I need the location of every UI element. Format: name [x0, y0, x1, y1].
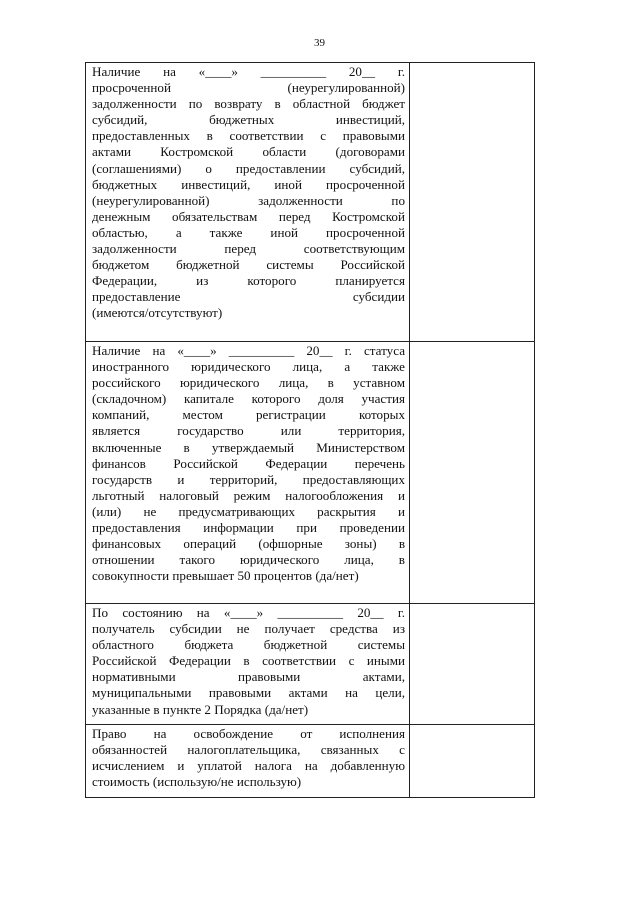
text-line: (складочном) капитале которого доля участия	[92, 391, 405, 407]
text-line: муниципальными правовыми актами на цели,	[92, 685, 405, 701]
text-line: областью, а также иной просроченной	[92, 224, 405, 240]
text-line: (имеются/отсутствуют)	[92, 305, 223, 321]
text-line: льготный налоговый режим налогообложения и	[92, 487, 405, 503]
row-3-value[interactable]	[410, 604, 535, 725]
text-line: включенные в утверждаемый Министерством	[92, 439, 405, 455]
text-line: получатель субсидии не получает средства из	[92, 621, 405, 637]
text-line: По состоянию на «____» __________ 20__ г.	[92, 605, 405, 620]
row-2-value[interactable]	[410, 342, 535, 604]
page-number: 39	[314, 37, 325, 49]
text-line: субсидий, бюджетных инвестиций,	[92, 112, 405, 128]
row-4-text	[86, 725, 410, 798]
text-line: финансов Российской Федерации перечень	[92, 455, 405, 471]
table-row	[86, 342, 535, 604]
text-line: обязанностей налогоплательщика, связанных с	[92, 742, 405, 758]
table-row	[86, 604, 535, 725]
text-line: задолженности по возврату в областной бюджет	[92, 96, 405, 112]
table-row	[86, 63, 535, 342]
text-line: Наличие на «____» __________ 20__ г. статуса	[92, 343, 405, 358]
text-line: Право на освобождение от исполнения	[92, 726, 405, 741]
text-line: компаний, местом регистрации которых	[92, 407, 405, 423]
text-line: Наличие на «____» __________ 20__ г.	[92, 64, 405, 79]
text-line: исчислением и уплатой налога на добавленную	[92, 758, 405, 774]
text-line: государств и территорий, предоставляющих	[92, 471, 405, 487]
row-1-value[interactable]	[410, 63, 535, 342]
text-line: просроченной (неурегулированной)	[92, 80, 405, 96]
form-table-body	[86, 63, 535, 798]
text-line: Российской Федерации в соответствии с иными	[92, 653, 405, 669]
form-table	[85, 62, 535, 798]
text-line: предоставление субсидии	[92, 289, 405, 305]
text-line: российского юридического лица, в уставном	[92, 375, 405, 391]
table-row	[86, 725, 535, 798]
row-4-value[interactable]	[410, 725, 535, 798]
text-line: указанные в пункте 2 Порядка (да/нет)	[92, 701, 309, 717]
text-line: бюджетом бюджетной системы Российской	[92, 257, 405, 273]
row-2-text	[86, 342, 410, 604]
text-line: (или) не предусматривающих раскрытия и	[92, 503, 405, 519]
row-1-text	[86, 63, 410, 342]
text-line: задолженности перед соответствующим	[92, 241, 405, 257]
text-line: (соглашениями) о предоставлении субсидий,	[92, 160, 405, 176]
text-line: (неурегулированной) задолженности по	[92, 192, 405, 208]
text-line: отношении такого юридического лица, в	[92, 552, 405, 568]
row-3-text	[86, 604, 410, 725]
text-line: предоставленных в соответствии с правовыми	[92, 128, 405, 144]
text-line: иностранного юридического лица, а также	[92, 359, 405, 375]
text-line: нормативными правовыми актами,	[92, 669, 405, 685]
text-line: совокупности превышает 50 процентов (да/нет)	[92, 568, 359, 584]
text-line: Федерации, из которого планируется	[92, 273, 405, 289]
text-line: денежным обязательствам перед Костромской	[92, 208, 405, 224]
text-line: предоставления информации при проведении	[92, 520, 405, 536]
text-line: финансовых операций (офшорные зоны) в	[92, 536, 405, 552]
text-line: стоимость (использую/не использую)	[92, 774, 302, 790]
text-line: актами Костромской области (договорами	[92, 144, 405, 160]
text-line: является государство или территория,	[92, 423, 405, 439]
text-line: областного бюджета бюджетной системы	[92, 637, 405, 653]
text-line: бюджетных инвестиций, иной просроченной	[92, 176, 405, 192]
